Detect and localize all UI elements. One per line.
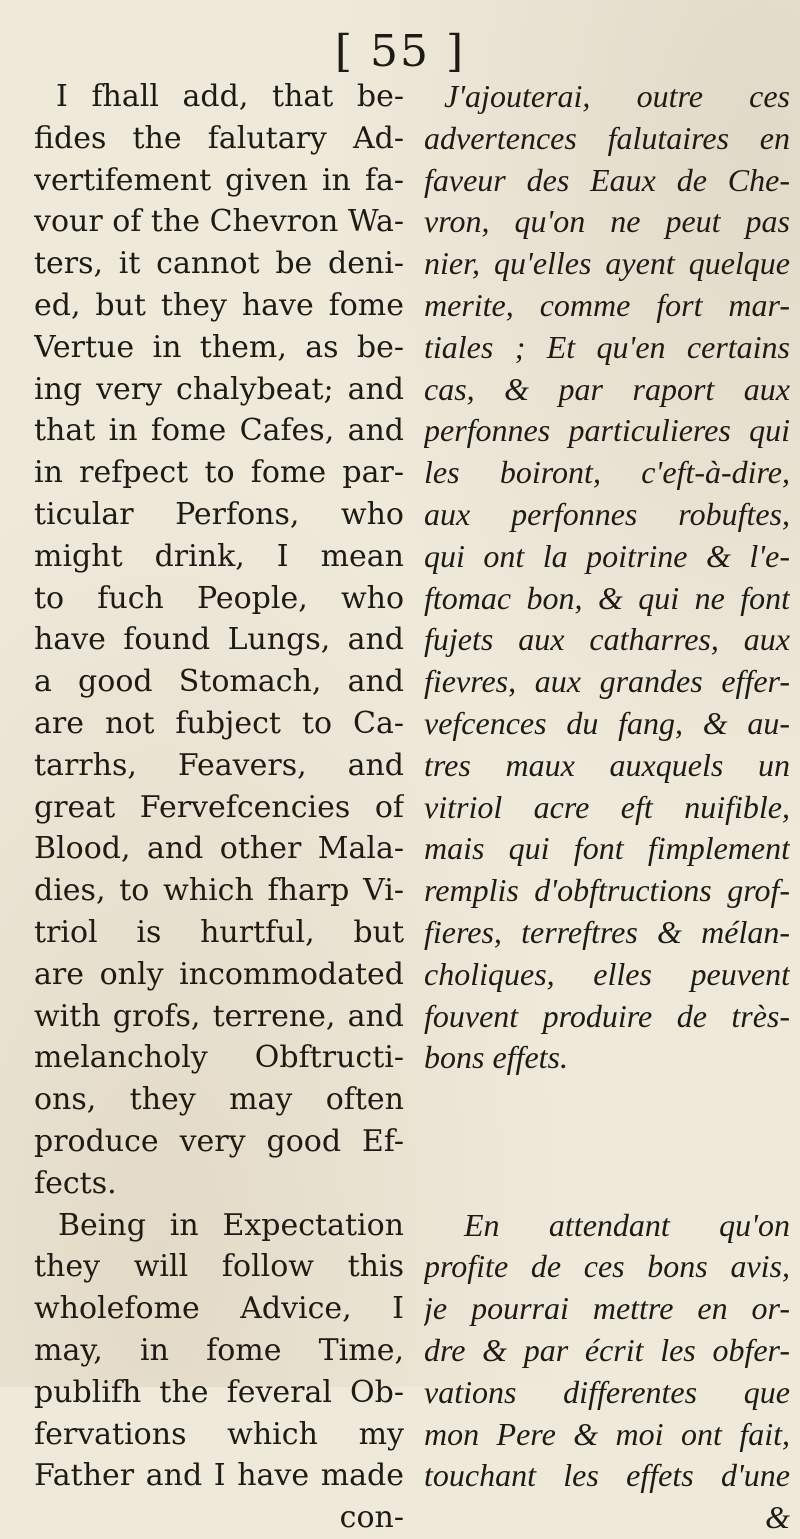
text-line: fervations which my	[34, 1416, 404, 1452]
text-line: vron, qu'on ne peut pas	[424, 203, 790, 240]
text-line: touchant les effets d'une	[424, 1457, 790, 1494]
text-line: a good Stomach, and	[34, 664, 404, 700]
text-line: qui ont la poitrine & l'e-	[424, 537, 790, 574]
text-line: merite, comme fort mar-	[424, 286, 790, 323]
text-line: to fuch People, who	[34, 580, 404, 616]
text-line: tarrhs, Feavers, and	[34, 747, 404, 783]
text-line: J'ajouterai, outre ces	[444, 78, 790, 114]
text-line: vefcences du fang, & au-	[424, 704, 790, 741]
text-line: ons, they may often	[34, 1082, 404, 1118]
text-line: perfonnes particulieres qui	[424, 412, 790, 449]
text-line: dies, to which fharp Vi-	[34, 873, 404, 909]
text-line: are not fubject to Ca-	[34, 705, 404, 741]
text-line: Vertue in them, as be-	[34, 329, 404, 365]
text-line: faveur des Eaux de Che-	[424, 161, 790, 198]
text-line: ed, but they have fome	[34, 287, 404, 323]
text-line: tres maux auxquels un	[424, 746, 790, 783]
text-line: fects.	[34, 1165, 117, 1201]
blank-line	[424, 1121, 790, 1163]
text-line: bons effets.	[424, 1039, 568, 1076]
text-line: fujets aux catharres, aux	[424, 621, 790, 658]
text-line: they will follow this	[34, 1249, 404, 1285]
text-line: great Fervefcencies of	[34, 789, 404, 825]
text-line: ftomac bon, & qui ne font	[424, 579, 790, 616]
text-line: vations differentes que	[424, 1373, 790, 1410]
text-line: I fhall add, that be-	[56, 79, 404, 114]
text-line: cas, & par raport aux	[424, 370, 790, 407]
text-line: wholefome Advice, I	[34, 1291, 404, 1327]
catchword: &	[765, 1499, 790, 1536]
text-line: tiales ; Et qu'en certains	[424, 328, 790, 365]
text-line: fieres, terreftres & mélan-	[424, 913, 790, 950]
french-column	[424, 76, 790, 1539]
text-line: fides the falutary Ad-	[34, 120, 404, 156]
text-line: les boiront, c'eft-à-dire,	[424, 454, 790, 491]
english-column	[34, 76, 404, 1539]
text-line: Father and I have made	[34, 1458, 404, 1494]
text-line: mon Pere & moi ont fait,	[424, 1415, 790, 1452]
text-line: vour of the Chevron Wa-	[34, 204, 404, 240]
text-line: melancholy Obftructi-	[34, 1040, 404, 1076]
blank-line	[424, 1079, 790, 1121]
text-line: ters, it cannot be deni-	[34, 246, 404, 282]
text-line: profite de ces bons avis,	[424, 1248, 790, 1285]
text-line: in refpect to fome par-	[34, 455, 404, 491]
text-line: have found Lungs, and	[34, 622, 404, 658]
text-line: ing very chalybeat; and	[34, 371, 404, 407]
text-line: nier, qu'elles ayent quelque	[424, 245, 790, 282]
text-line: choliques, elles peuvent	[424, 955, 790, 992]
text-line: produce very good Ef-	[34, 1123, 404, 1159]
text-line: aux perfonnes robuftes,	[424, 495, 790, 532]
text-line: mais qui font fimplement	[424, 830, 790, 867]
text-line: ticular Perfons, who	[34, 496, 404, 532]
text-line: advertences falutaires en	[424, 119, 790, 156]
text-line: Blood, and other Mala-	[34, 831, 404, 867]
text-line: fouvent produire de très-	[424, 997, 790, 1034]
text-line: might drink, I mean	[34, 538, 404, 574]
text-line: are only incommodated	[34, 956, 404, 992]
text-line: publifh the feveral Ob-	[34, 1374, 404, 1410]
text-line: En attendant qu'on	[464, 1206, 790, 1243]
text-line: je pourrai mettre en or-	[424, 1290, 790, 1327]
text-line: vertifement given in fa-	[34, 162, 404, 198]
text-line: triol is hurtful, but	[34, 914, 404, 950]
text-line: dre & par écrit les obfer-	[424, 1331, 790, 1368]
text-line: may, in fome Time,	[34, 1332, 404, 1368]
text-line: with grofs, terrene, and	[34, 998, 404, 1034]
text-line: fievres, aux grandes effer-	[424, 663, 790, 700]
text-line: that in fome Cafes, and	[34, 413, 404, 449]
blank-line	[424, 1163, 790, 1205]
catchword: con-	[339, 1500, 404, 1536]
page-number: [ 55 ]	[334, 26, 466, 77]
text-line: Being in Expectation	[58, 1207, 404, 1243]
text-line: vitriol acre eft nuifible,	[424, 788, 790, 825]
text-line: remplis d'obftructions grof-	[424, 872, 790, 909]
